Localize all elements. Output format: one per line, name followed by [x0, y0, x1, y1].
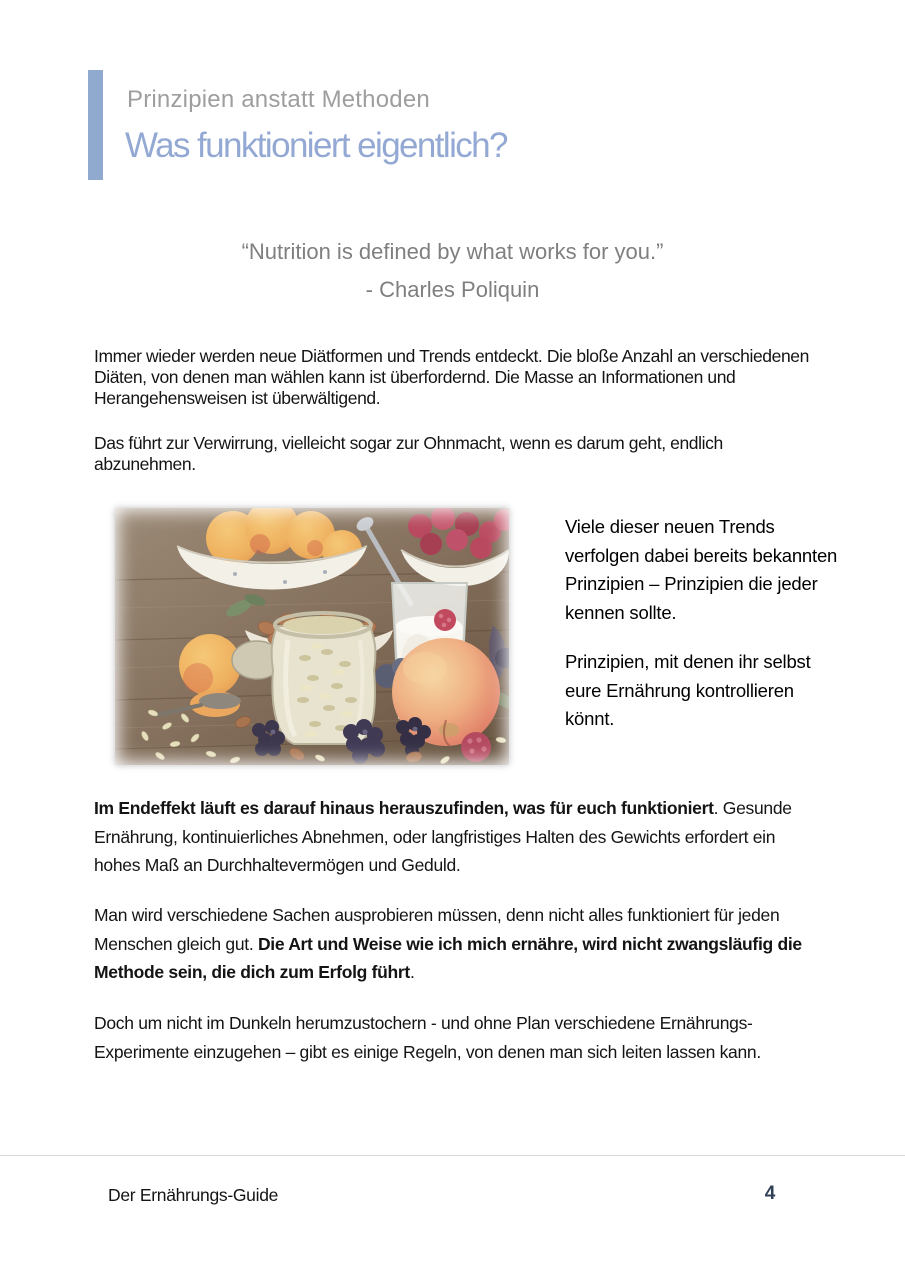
quote-text: “Nutrition is defined by what works for you.” — [241, 239, 664, 264]
side-paragraph-1: Viele dieser neuen Trends verfolgen dabei bereits bekannten Prinzipien – Prinzipien die jeder kennen sollte. — [565, 516, 838, 623]
footer-doc-title: Der Ernährungs-Guide — [108, 1185, 279, 1205]
paragraph-rules: Doch um nicht im Dunkeln herumzustochern - und ohne Plan verschiedene Ernährungs-Experimente einzugehen – gibt es einige Regeln, von denen man sich leiten lassen kann. — [94, 1013, 761, 1062]
side-paragraph-2: Prinzipien, mit denen ihr selbst eure Ernährung kontrollieren könnt. — [565, 651, 811, 729]
photo-side-text — [565, 513, 840, 734]
quote-block — [0, 233, 905, 309]
paragraph-methods — [94, 901, 809, 987]
paragraph-conclusion — [94, 794, 809, 880]
paragraph-intro-1: Immer wieder werden neue Diätformen und Trends entdeckt. Die bloße Anzahl an verschiedenen Diäten, von denen man wählen kann ist überfordernd. Die Masse an Informationen und Herangehensweisen ist überwältigend. — [94, 346, 809, 408]
emphasis-text: Die Art und Weise wie ich mich ernähre, wird nicht zwangsläufig die Methode sein, die dich zum Erfolg führt — [94, 933, 802, 983]
paragraph-text: Man wird verschiedene Sachen ausprobieren müssen, denn nicht alles funktioniert für jeden Menschen gleich gut. — [94, 905, 780, 954]
emphasis-text: Im Endeffekt läuft es darauf hinaus herauszufinden, was für euch funktioniert — [94, 798, 714, 818]
breakfast-photo-image — [115, 508, 509, 765]
footer-divider — [0, 1155, 905, 1156]
paragraph-intro-2: Das führt zur Verwirrung, vielleicht sogar zur Ohnmacht, wenn es darum geht, endlich abzunehmen. — [94, 433, 723, 474]
quote-attribution: - Charles Poliquin — [365, 277, 540, 302]
page-title: Was funktioniert eigentlich? — [125, 126, 507, 165]
page-number: 4 — [764, 1183, 776, 1204]
paragraph-text: . — [409, 962, 415, 983]
accent-bar — [88, 70, 103, 180]
paragraph-text: . Gesunde Ernährung, kontinuierliches Abnehmen, oder langfristiges Halten des Gewichts erfordert ein hohes Maß an Durchhaltevermögen und Geduld. — [94, 798, 792, 876]
breakfast-photo — [115, 508, 509, 765]
section-kicker: Prinzipien anstatt Methoden — [127, 86, 430, 113]
